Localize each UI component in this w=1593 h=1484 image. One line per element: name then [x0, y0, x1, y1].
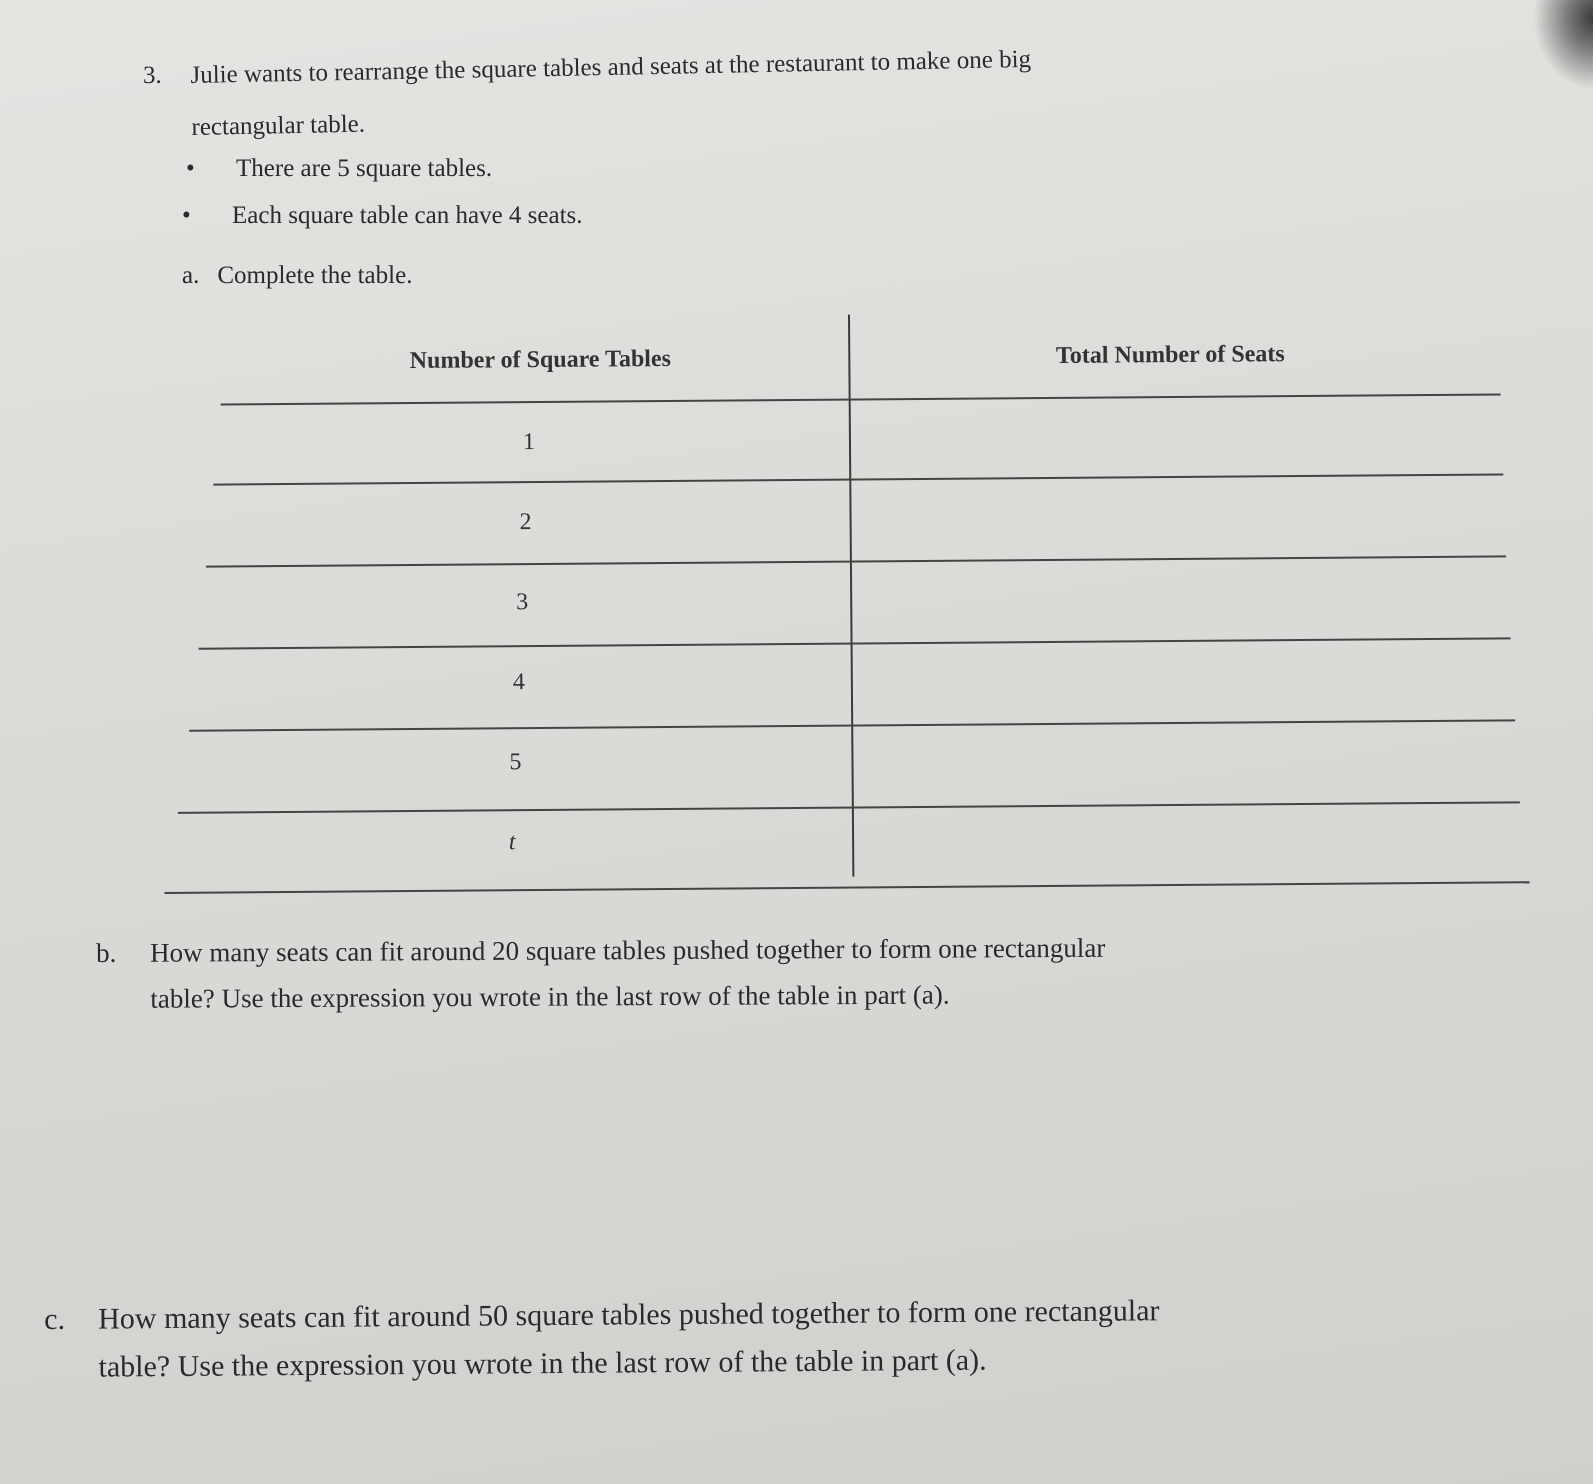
question-line-2: rectangular table.	[191, 110, 366, 141]
table-bottom-rule	[164, 881, 1529, 894]
bullet-text: Each square table can have 4 seats.	[232, 202, 583, 229]
seats-table	[160, 309, 1534, 890]
row-rule	[213, 473, 1503, 485]
part-a-text: Complete the table.	[217, 262, 413, 289]
cell-tables-2: 2	[519, 509, 532, 536]
header-rule	[221, 393, 1501, 405]
question-prompt	[190, 28, 1362, 154]
part-c-prompt	[44, 1284, 1525, 1392]
row-rule	[206, 555, 1506, 567]
row-rule	[199, 637, 1511, 649]
row-rule	[178, 801, 1520, 814]
cell-seats-1[interactable]	[1141, 424, 1221, 425]
bullet-dot: •	[186, 155, 195, 182]
bullet-dot: •	[182, 202, 191, 229]
page-corner-shadow	[1533, 0, 1593, 90]
bullet-item	[182, 202, 583, 230]
part-c-letter: c.	[44, 1302, 66, 1336]
cell-tables-3: 3	[516, 589, 529, 616]
question-line-1: Julie wants to rearrange the square tables and seats at the restaurant to make one big	[190, 45, 1032, 89]
cell-seats-4[interactable]	[1143, 664, 1223, 665]
cell-seats-2[interactable]	[1141, 504, 1221, 505]
cell-seats-t[interactable]	[1144, 824, 1224, 825]
bullet-item	[186, 155, 493, 183]
bullet-text: There are 5 square tables.	[236, 155, 493, 182]
cell-seats-3[interactable]	[1142, 584, 1222, 585]
cell-tables-5: 5	[509, 749, 522, 776]
part-c-line-1: How many seats can fit around 50 square tables pushed together to form one rectangular	[98, 1294, 1160, 1336]
cell-tables-4: 4	[512, 669, 525, 696]
part-a-prompt	[182, 262, 412, 290]
part-b-line-1: How many seats can fit around 20 square tables pushed together to form one rectangular	[150, 932, 1106, 968]
header-total-number-of-seats: Total Number of Seats	[1055, 341, 1285, 369]
part-a-letter: a.	[182, 262, 200, 289]
cell-seats-5[interactable]	[1143, 744, 1223, 745]
cell-tables-1: 1	[522, 429, 536, 456]
header-number-of-square-tables: Number of Square Tables	[409, 345, 672, 375]
part-b-prompt	[96, 923, 1496, 1022]
cell-tables-t: t	[508, 829, 516, 856]
part-b-line-2: table? Use the expression you wrote in the last row of the table in part (a).	[150, 979, 950, 1014]
part-c-line-2: table? Use the expression you wrote in the last row of the table in part (a).	[98, 1343, 987, 1384]
part-b-letter: b.	[96, 937, 117, 968]
question-number: 3.	[143, 62, 162, 89]
